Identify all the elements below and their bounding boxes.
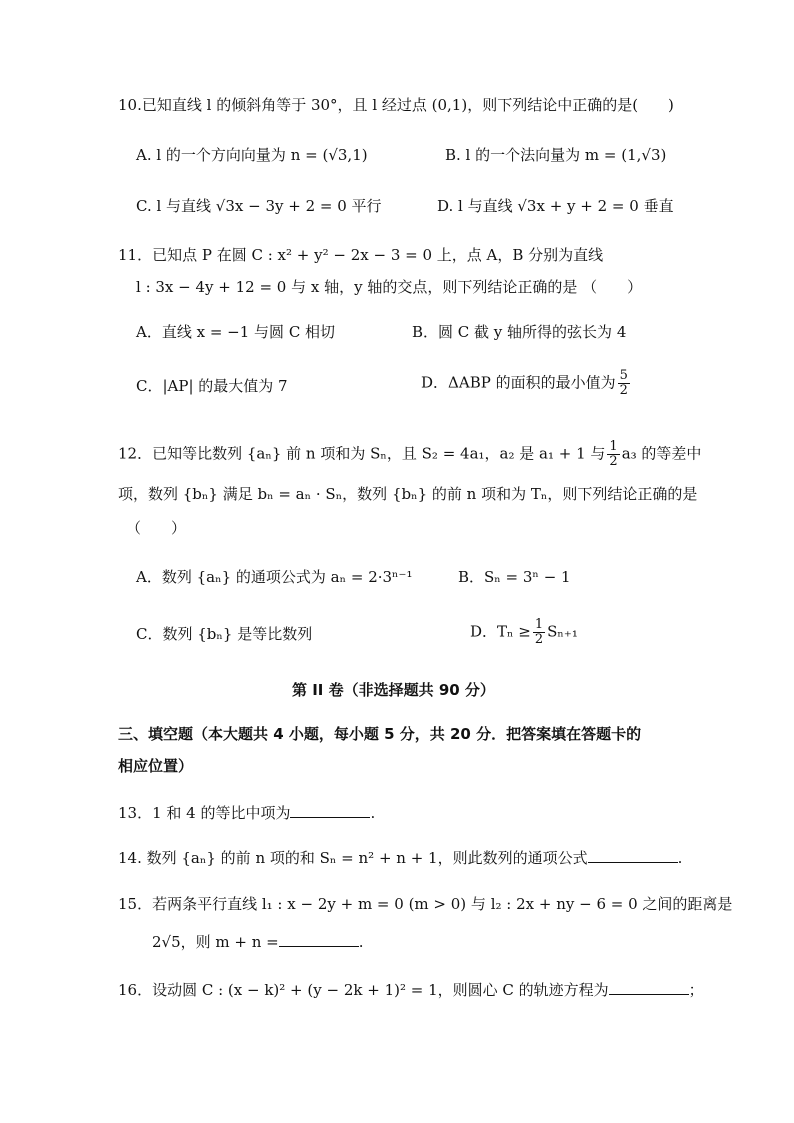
q11-stem-line2: l : 3x − 4y + 12 = 0 与 x 轴，y 轴的交点，则下列结论正确的是 （ ） [136,278,643,296]
q12-option-b: B．Sₙ = 3ⁿ − 1 [458,568,571,586]
q15-line2 [152,930,364,952]
q10-option-a: A. l 的一个方向向量为 n = (√3,1) [136,146,368,164]
q11-option-a: A．直线 x = −1 与圆 C 相切 [136,323,336,341]
q12-option-d-fraction [533,618,545,647]
q11-option-c: C．|AP| 的最大值为 7 [136,377,288,395]
q13-end: . [370,804,376,822]
q12-option-d [470,618,578,647]
q13-text: 13．1 和 4 的等比中项为 [118,804,291,822]
part3-heading-line1: 三、填空题（本大题共 4 小题，每小题 5 分，共 20 分．把答案填在答题卡的 [118,725,642,743]
q12-option-d-text: D．Tₙ ≥ [470,622,531,641]
q12-stem-line1 [118,440,701,469]
q10-option-c: C. l 与直线 √3x − 3y + 2 = 0 平行 [136,197,382,215]
section-title: 第 II 卷（非选择题共 90 分） [292,681,495,699]
fraction-numerator: 5 [619,368,628,383]
q10-stem: 10.已知直线 l 的倾斜角等于 30°，且 l 经过点 (0,1)，则下列结论中正确的是( ) [118,96,674,114]
q12-stem-line1-a: 12．已知等比数列 {aₙ} 前 n 项和为 Sₙ，且 S₂ = 4a₁，a₂ 是 a₁ + 1 与 [118,444,606,463]
q15-end: . [358,933,364,951]
q14 [118,846,682,868]
q13-answer-blank [290,801,370,818]
q15-line1: 15．若两条平行直线 l₁ : x − 2y + m = 0 (m > 0) 与 l₂ : 2x + ny − 6 = 0 之间的距离是 [118,895,733,913]
q11-option-b: B．圆 C 截 y 轴所得的弦长为 4 [412,323,627,341]
q15-answer-blank [279,930,359,947]
q16-text: 16．设动圆 C : (x − k)² + (y − 2k + 1)² = 1，则圆心 C 的轨迹方程为 [118,981,609,999]
q12-stem-line3: （ ） [126,519,187,537]
q13 [118,801,375,823]
q10-option-b: B. l 的一个法向量为 m = (1,√3) [445,146,667,164]
q16-answer-blank [609,978,689,995]
fraction-denominator: 2 [534,632,544,647]
q12-option-c: C．数列 {bₙ} 是等比数列 [136,625,313,643]
q15-line2-text: 2√5，则 m + n = [152,933,279,951]
q12-stem-line2: 项，数列 {bₙ} 满足 bₙ = aₙ · Sₙ，数列 {bₙ} 的前 n 项和为 Tₙ，则下列结论正确的是 [118,485,698,503]
q16 [118,978,704,1000]
q14-end: . [677,849,683,867]
q10-option-d: D. l 与直线 √3x + y + 2 = 0 垂直 [437,197,674,215]
fraction-numerator: 1 [534,617,544,632]
part3-heading-line2: 相应位置） [118,757,194,775]
q11-option-d-text: D．ΔABP 的面积的最小值为 [421,373,616,392]
fraction-numerator: 1 [609,439,618,454]
q12-stem-fraction [607,440,619,469]
q11-option-d-fraction [618,369,630,398]
q11-option-d [421,369,632,398]
fraction-denominator: 2 [609,454,618,469]
q12-option-d-tail: Sₙ₊₁ [547,622,578,641]
q16-end: ； [688,981,704,999]
q11-stem-line1: 11．已知点 P 在圆 C : x² + y² − 2x − 3 = 0 上，点 A，B 分别为直线 [118,246,604,264]
q14-text: 14. 数列 {aₙ} 的前 n 项的和 Sₙ = n² + n + 1，则此数列的通项公式 [118,849,588,867]
q12-stem-line1-b: a₃ 的等差中 [621,444,702,463]
q14-answer-blank [588,846,678,863]
fraction-denominator: 2 [619,383,628,398]
q12-option-a: A．数列 {aₙ} 的通项公式为 aₙ = 2·3ⁿ⁻¹ [136,568,413,586]
